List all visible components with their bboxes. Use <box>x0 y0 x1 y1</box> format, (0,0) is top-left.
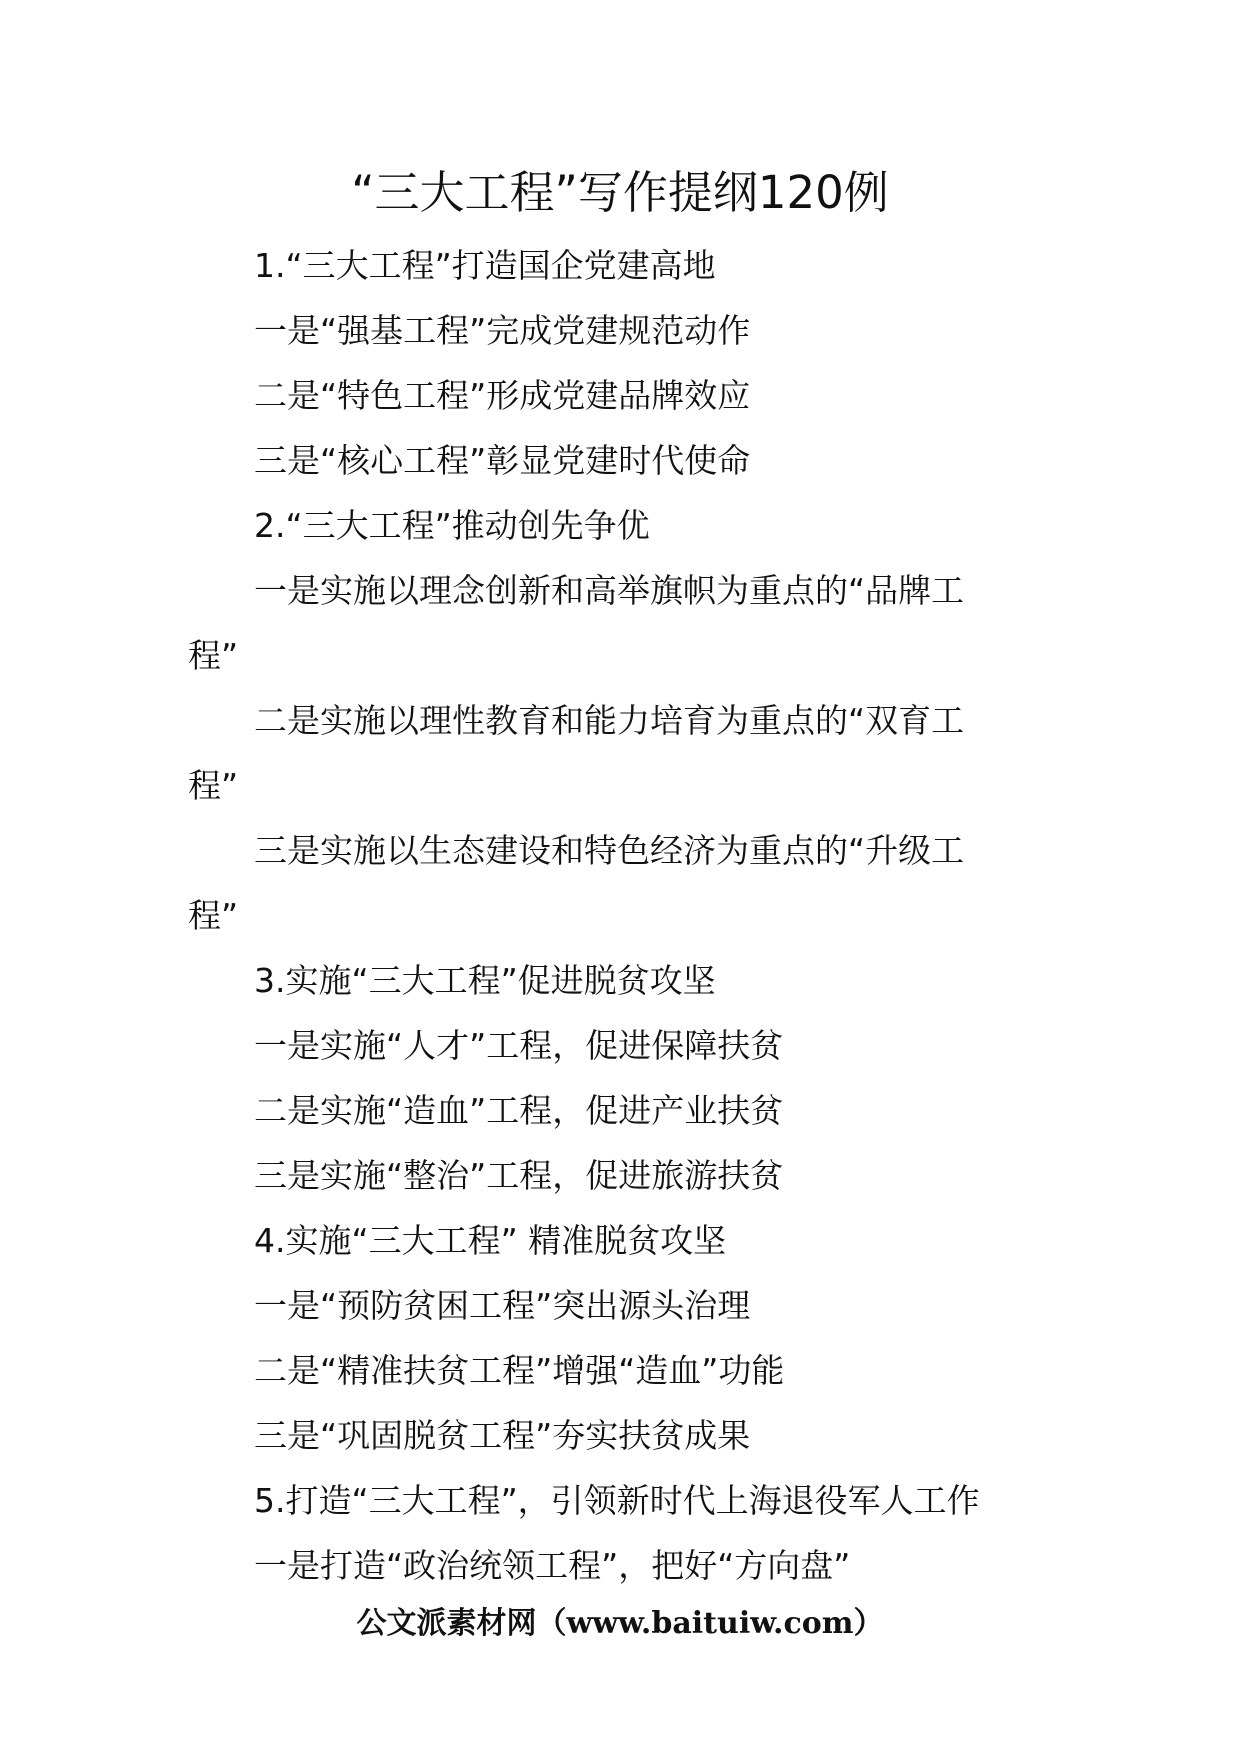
outline-item: 三是实施以生态建设和特色经济为重点的“升级工 <box>254 831 965 870</box>
outline-item: 一是实施以理念创新和高举旗帜为重点的“品牌工 <box>254 571 965 610</box>
outline-item-continuation: 程” <box>188 636 239 675</box>
document-title: “三大工程”写作提纲120例 <box>351 166 889 219</box>
outline-heading-5: 5.打造“三大工程”，引领新时代上海退役军人工作 <box>254 1481 980 1520</box>
outline-heading-4: 4.实施“三大工程” 精准脱贫攻坚 <box>254 1221 727 1260</box>
outline-item: 一是“强基工程”完成党建规范动作 <box>254 311 751 350</box>
outline-item: 二是“特色工程”形成党建品牌效应 <box>254 376 751 415</box>
page-footer: 公文派素材网（www.baituiw.com） <box>356 1606 884 1641</box>
outline-heading-1: 1.“三大工程”打造国企党建高地 <box>254 246 716 285</box>
outline-item: 二是实施以理性教育和能力培育为重点的“双育工 <box>254 701 965 740</box>
outline-item: 二是实施“造血”工程，促进产业扶贫 <box>254 1091 784 1130</box>
outline-item: 三是“巩固脱贫工程”夯实扶贫成果 <box>254 1416 751 1455</box>
outline-item: 一是打造“政治统领工程”，把好“方向盘” <box>254 1546 851 1585</box>
outline-item: 一是实施“人才”工程，促进保障扶贫 <box>254 1026 784 1065</box>
outline-item-continuation: 程” <box>188 896 239 935</box>
outline-item-continuation: 程” <box>188 766 239 805</box>
outline-heading-3: 3.实施“三大工程”促进脱贫攻坚 <box>254 961 716 1000</box>
outline-heading-2: 2.“三大工程”推动创先争优 <box>254 506 650 545</box>
outline-item: 三是“核心工程”彰显党建时代使命 <box>254 441 751 480</box>
outline-item: 三是实施“整治”工程，促进旅游扶贫 <box>254 1156 784 1195</box>
outline-item: 一是“预防贫困工程”突出源头治理 <box>254 1286 751 1325</box>
outline-item: 二是“精准扶贫工程”增强“造血”功能 <box>254 1351 785 1390</box>
document-body <box>188 233 1058 1598</box>
